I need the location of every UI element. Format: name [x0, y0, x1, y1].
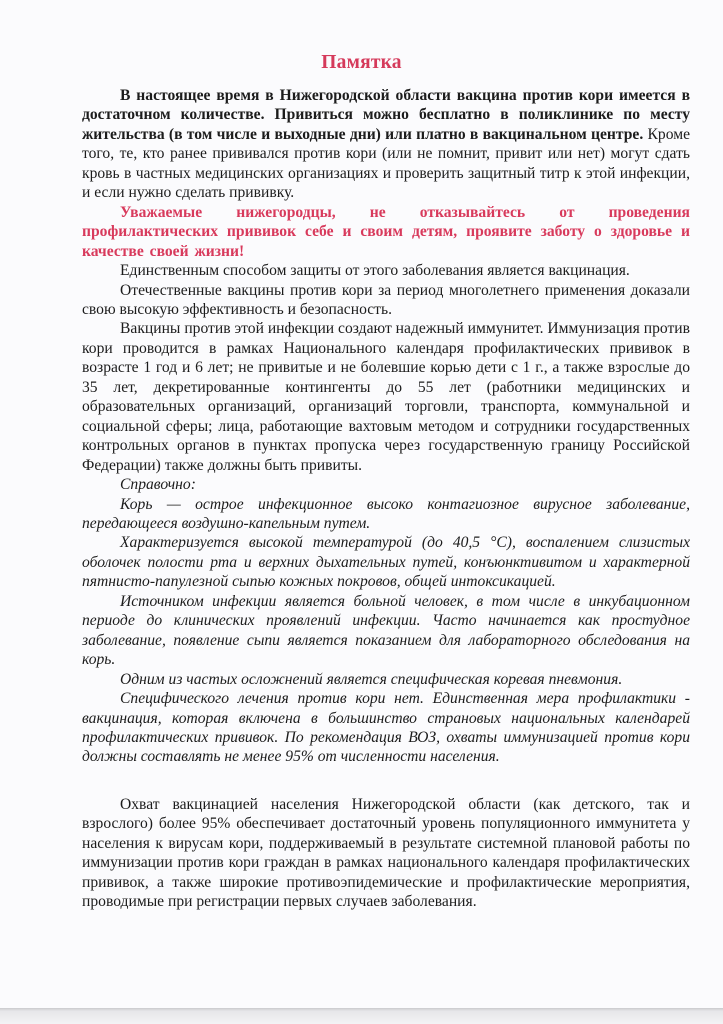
document-title: Памятка: [321, 52, 402, 73]
appeal-paragraph: Уважаемые нижегородцы, не отказывайтесь от проведения профилактических прививок себе и своим детям, проявите заботу о здоровье и качестве своей жизни!: [82, 203, 690, 260]
reference-item: Специфического лечения против кори нет. Единственная мера профилактики - вакцинация, которая включена в большинство страновых национальных календарей профилактических прививок. По рекомендация ВОЗ, охваты иммунизацией против кори должны составлять не менее 95% от численности населения.: [82, 690, 690, 766]
paragraph-gap: [82, 767, 690, 795]
body-paragraph: Отечественные вакцины против кори за период многолетнего применения доказали свою высокую эффективность и безопасность.: [82, 281, 690, 318]
reference-item: Источником инфекции является больной человек, в том числе в инкубационном периоде до клинических проявлений инфекции. Часто начинается как простудное заболевание, появление сыпи является показанием для лабораторного обследования на корь.: [82, 592, 690, 669]
document-body: [82, 86, 690, 912]
intro-paragraph: [82, 86, 690, 203]
conclusion-paragraph: Охват вакцинацией населения Нижегородской области (как детского, так и взрослого) более 95% обеспечивает достаточный уровень популяционного иммунитета у населения к вирусам кори, поддерживаемый в результате системной плановой работы по иммунизации против кори граждан в рамках национального календаря профилактических прививок, а также широкие противоэпидемические и профилактические мероприятия, проводимые при регистрации первых случаев заболевания.: [82, 795, 690, 911]
scan-edge-shadow: [0, 1008, 723, 1024]
intro-bold-text: В настоящее время в Нижегородской области вакцина против кори имеется в достаточном количестве. Привиться можно бесплатно в поликлинике по месту жительства (в том числе и выходные дни) или платно в вакцинальном центре.: [82, 87, 690, 143]
reference-heading: Справочно:: [120, 476, 196, 494]
body-paragraph: Единственным способом защиты от этого заболевания является вакцинация.: [120, 262, 630, 280]
intro-regular-text: Кроме того, те, кто ранее прививался против кори (или не помнит, привит или нет) могут сдать кровь в частных медицинских организациях и проверить защитный титр к этой инфекции, и если нужно сделать прививку.: [82, 125, 690, 202]
reference-item: Корь — острое инфекционное высоко контагиозное вирусное заболевание, передающееся воздушно-капельным путем.: [82, 495, 690, 532]
reference-item: Одним из частых осложнений является специфическая коревая пневмония.: [120, 670, 623, 688]
reference-item: Характеризуется высокой температурой (до 40,5 °С), воспалением слизистых оболочек полости рта и верхних дыхательных путей, конъюнктивитом и характерной пятнисто-папулезной сыпью кожных покровов, общей интоксикацией.: [82, 534, 690, 591]
body-paragraph: Вакцины против этой инфекции создают надежный иммунитет. Иммунизация против кори проводится в рамках Национального календаря профилактических прививок в возрасте 1 год и 6 лет; не привитые и не болевшие корью дети с 1 г., а также взрослые до 35 лет, декретированные контингенты до 55 лет (работники медицинских и образовательных организаций, организаций торговли, транспорта, коммунальной и социальной сферы; лица, работающие вахтовым методом и сотрудники государственных контрольных органов в пунктах пропуска через государственную границу Российской Федерации) также должны быть привиты.: [82, 320, 690, 474]
